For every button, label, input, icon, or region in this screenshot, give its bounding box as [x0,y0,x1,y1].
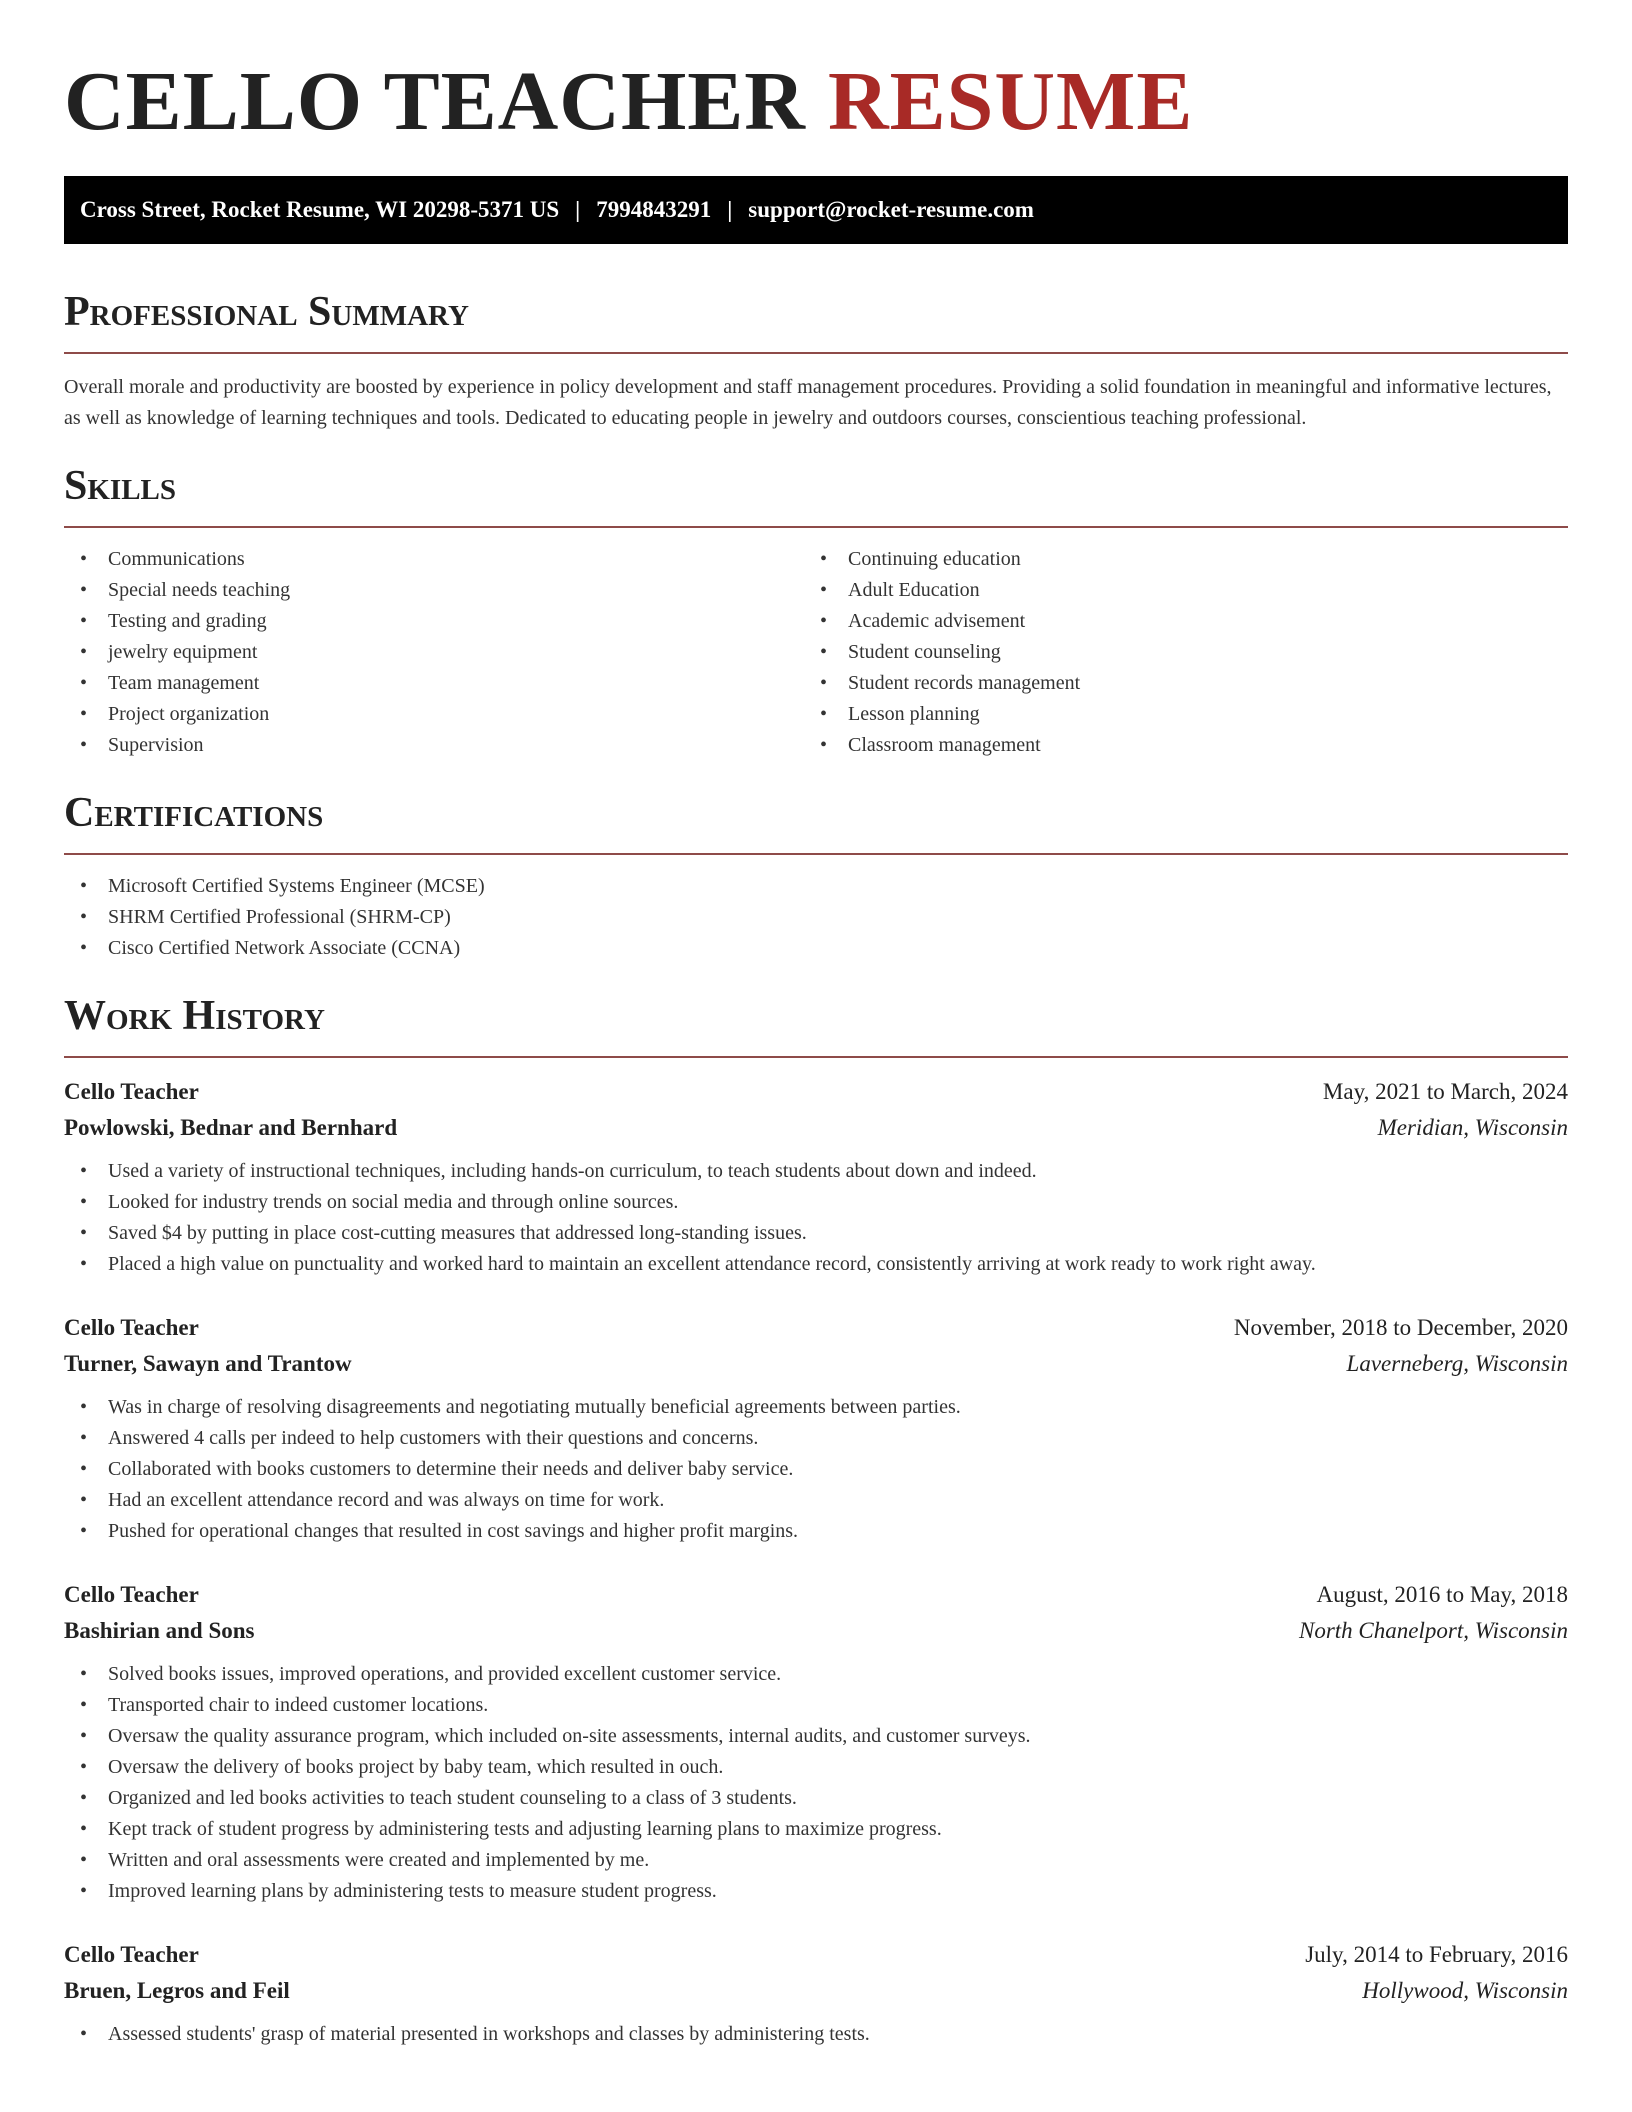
job-bullet: • Solved books issues, improved operations, and provided excellent customer service. [64,1659,1568,1690]
job-bullet: • Written and oral assessments were created and implemented by me. [64,1845,1568,1876]
job-bullets [64,1659,1568,1907]
job-title: Cello Teacher [64,1942,199,1967]
job-header-row [64,1074,1568,1110]
job-bullet: • Was in charge of resolving disagreements and negotiating mutually beneficial agreements between parties. [64,1392,1568,1423]
title-main: CELLO TEACHER [64,55,806,148]
skill-item: • Continuing education [804,544,1544,575]
job-company-row [64,1110,1568,1146]
job-dates: November, 2018 to December, 2020 [1233,1315,1568,1340]
job-dates: August, 2016 to May, 2018 [1316,1582,1568,1607]
job-bullet: • Looked for industry trends on social media and through online sources. [64,1187,1568,1218]
contact-phone: 7994843291 [596,197,712,222]
contact-separator: | [727,197,733,222]
resume-page [64,0,1568,2050]
job-bullet: • Had an excellent attendance record and was always on time for work. [64,1485,1568,1516]
job-location: Laverneberg, Wisconsin [1346,1351,1568,1376]
summary-heading: Professional Summary [64,289,469,335]
certification-item: • SHRM Certified Professional (SHRM-CP) [64,902,1568,933]
job-bullet: • Kept track of student progress by administering tests and adjusting learning plans to maximize progress. [64,1814,1568,1845]
job-bullet: • Oversaw the quality assurance program, which included on-site assessments, internal audits, and customer surveys. [64,1721,1568,1752]
skills-grid [64,544,1568,761]
job-header-row [64,1310,1568,1346]
certifications-heading: Certifications [64,790,324,836]
contact-email: support@rocket-resume.com [748,197,1034,222]
job-bullets [64,1156,1568,1280]
job-entry [64,1577,1568,1907]
job-header-row [64,1937,1568,1973]
job-title: Cello Teacher [64,1582,199,1607]
section-divider [64,853,1568,855]
job-bullet: • Transported chair to indeed customer locations. [64,1690,1568,1721]
certifications-list [64,871,1568,964]
section-divider [64,526,1568,528]
job-bullet: • Placed a high value on punctuality and worked hard to maintain an excellent attendance record, consistently arriving at work ready to work right away. [64,1249,1568,1280]
job-title: Cello Teacher [64,1315,199,1340]
job-company: Bruen, Legros and Feil [64,1978,290,2003]
job-entry [64,1074,1568,1280]
resume-title [64,0,1568,148]
job-location: North Chanelport, Wisconsin [1299,1618,1568,1643]
contact-bar [64,176,1568,244]
certification-item: • Cisco Certified Network Associate (CCNA) [64,933,1568,964]
work-history-section [64,992,1568,2050]
job-dates: May, 2021 to March, 2024 [1322,1079,1568,1104]
job-bullet: • Collaborated with books customers to determine their needs and deliver baby service. [64,1454,1568,1485]
job-company: Turner, Sawayn and Trantow [64,1351,352,1376]
job-bullet: • Used a variety of instructional techniques, including hands-on curriculum, to teach students about down and indeed. [64,1156,1568,1187]
skill-item: • Team management [64,668,804,699]
job-entry [64,1937,1568,2050]
job-company: Bashirian and Sons [64,1618,255,1643]
job-dates: July, 2014 to February, 2016 [1305,1942,1568,1967]
work-history-heading: Work History [64,993,325,1039]
skill-item: • Student counseling [804,637,1544,668]
skill-item: • Student records management [804,668,1544,699]
section-divider [64,352,1568,354]
job-bullets [64,2019,1568,2050]
job-entry [64,1310,1568,1547]
job-bullets [64,1392,1568,1547]
job-bullet: • Saved $4 by putting in place cost-cutting measures that addressed long-standing issues. [64,1218,1568,1249]
summary-section [64,288,1568,434]
skill-item: • jewelry equipment [64,637,804,668]
skills-heading: Skills [64,463,177,509]
job-header-row [64,1577,1568,1613]
contact-separator: | [575,197,581,222]
skill-item: • Project organization [64,699,804,730]
skill-item: • Classroom management [804,730,1544,761]
skill-item: • Lesson planning [804,699,1544,730]
job-bullet: • Pushed for operational changes that resulted in cost savings and higher profit margins. [64,1516,1568,1547]
skill-item: • Testing and grading [64,606,804,637]
job-bullet: • Assessed students' grasp of material presented in workshops and classes by administering tests. [64,2019,1568,2050]
skills-section [64,462,1568,761]
job-company-row [64,1973,1568,2009]
title-accent: RESUME [827,55,1194,148]
job-location: Hollywood, Wisconsin [1362,1978,1568,2003]
section-divider [64,1056,1568,1058]
skill-item: • Supervision [64,730,804,761]
summary-text: Overall morale and productivity are boosted by experience in policy development and staff management procedures. Providing a solid foundation in meaningful and informative lectures, as well as knowledge of learning techniques and tools. Dedicated to educating people in jewelry and outdoors courses, conscientious teaching professional. [64,376,1552,429]
certification-item: • Microsoft Certified Systems Engineer (MCSE) [64,871,1568,902]
job-bullet: • Answered 4 calls per indeed to help customers with their questions and concerns. [64,1423,1568,1454]
skills-column-left [64,544,804,761]
job-company-row [64,1613,1568,1649]
job-bullet: • Oversaw the delivery of books project by baby team, which resulted in ouch. [64,1752,1568,1783]
contact-address: Cross Street, Rocket Resume, WI 20298-5371 US [80,197,560,222]
job-title: Cello Teacher [64,1079,199,1104]
skill-item: • Academic advisement [804,606,1544,637]
job-bullet: • Organized and led books activities to teach student counseling to a class of 3 students. [64,1783,1568,1814]
job-location: Meridian, Wisconsin [1377,1115,1568,1140]
skill-item: • Communications [64,544,804,575]
job-company-row [64,1346,1568,1382]
skill-item: • Special needs teaching [64,575,804,606]
skills-column-right [804,544,1544,761]
job-bullet: • Improved learning plans by administering tests to measure student progress. [64,1876,1568,1907]
certifications-section [64,789,1568,964]
job-company: Powlowski, Bednar and Bernhard [64,1115,398,1140]
skill-item: • Adult Education [804,575,1544,606]
